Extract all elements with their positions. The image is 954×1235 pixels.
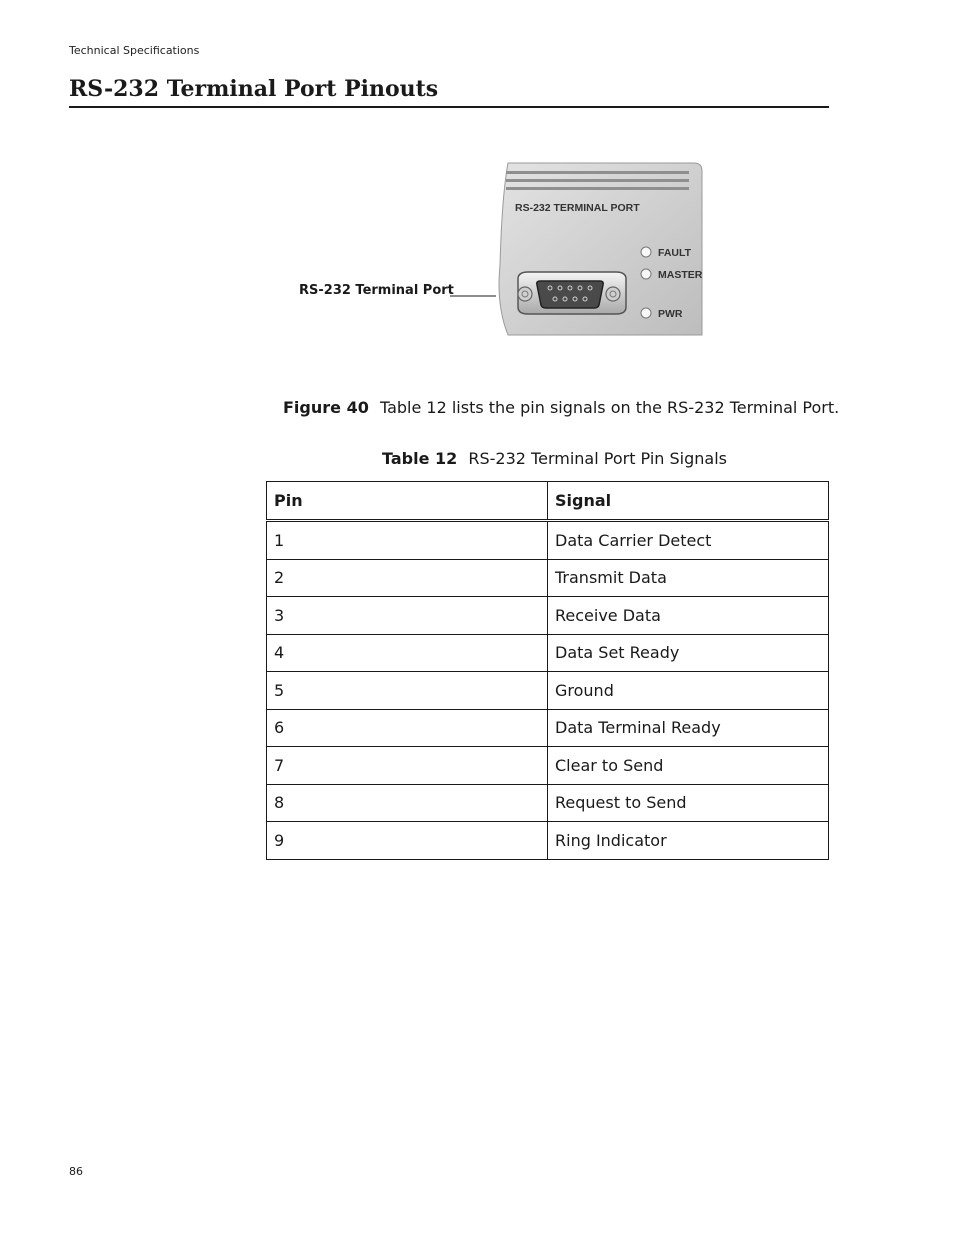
fault-led-icon xyxy=(641,247,651,257)
signal-cell: Data Set Ready xyxy=(548,634,829,672)
signal-cell: Request to Send xyxy=(548,784,829,822)
table-caption-number: Table 12 xyxy=(382,449,458,468)
callout-label: RS-232 Terminal Port xyxy=(299,283,454,298)
led-label-pwr: PWR xyxy=(658,308,683,320)
running-header: Technical Specifications xyxy=(69,44,200,57)
table-row xyxy=(267,822,829,860)
db9-socket xyxy=(537,281,603,308)
table-row xyxy=(267,747,829,785)
section-title: RS-232 Terminal Port Pinouts xyxy=(69,76,829,108)
panel-stripe xyxy=(506,171,689,174)
pin-signal-table xyxy=(266,481,829,860)
table-row xyxy=(267,559,829,597)
figure-caption-text: Table 12 lists the pin signals on the RS-232 Terminal Port. xyxy=(379,398,840,417)
figure-caption xyxy=(283,398,839,417)
table-row xyxy=(267,709,829,747)
pin-cell: 7 xyxy=(267,747,548,785)
table-caption xyxy=(382,449,727,468)
table-row xyxy=(267,634,829,672)
signal-cell: Receive Data xyxy=(548,597,829,635)
signal-cell: Data Carrier Detect xyxy=(548,521,829,560)
led-label-fault: FAULT xyxy=(658,247,692,259)
table-header-row xyxy=(267,482,829,521)
panel-stripe xyxy=(506,179,689,182)
pin-cell: 5 xyxy=(267,672,548,710)
column-header-pin: Pin xyxy=(267,482,548,521)
pin-cell: 9 xyxy=(267,822,548,860)
signal-cell: Ring Indicator xyxy=(548,822,829,860)
table-row xyxy=(267,521,829,560)
screw-icon xyxy=(518,287,532,301)
panel-stripe xyxy=(506,187,689,190)
signal-cell: Ground xyxy=(548,672,829,710)
pin-cell: 8 xyxy=(267,784,548,822)
pin-cell: 1 xyxy=(267,521,548,560)
pin-cell: 2 xyxy=(267,559,548,597)
signal-cell: Data Terminal Ready xyxy=(548,709,829,747)
panel-label: RS-232 TERMINAL PORT xyxy=(515,202,640,214)
pin-cell: 4 xyxy=(267,634,548,672)
led-label-master: MASTER xyxy=(658,269,703,281)
page-number: 86 xyxy=(69,1165,83,1178)
master-led-icon xyxy=(641,269,651,279)
screw-icon xyxy=(606,287,620,301)
pin-cell: 3 xyxy=(267,597,548,635)
table-caption-text: RS-232 Terminal Port Pin Signals xyxy=(468,449,728,468)
table-row xyxy=(267,672,829,710)
pwr-led-icon xyxy=(641,308,651,318)
column-header-signal: Signal xyxy=(548,482,829,521)
signal-cell: Clear to Send xyxy=(548,747,829,785)
table-row xyxy=(267,597,829,635)
pin-cell: 6 xyxy=(267,709,548,747)
signal-cell: Transmit Data xyxy=(548,559,829,597)
table-row xyxy=(267,784,829,822)
terminal-port-figure xyxy=(290,155,720,345)
figure-caption-number: Figure 40 xyxy=(283,398,369,417)
